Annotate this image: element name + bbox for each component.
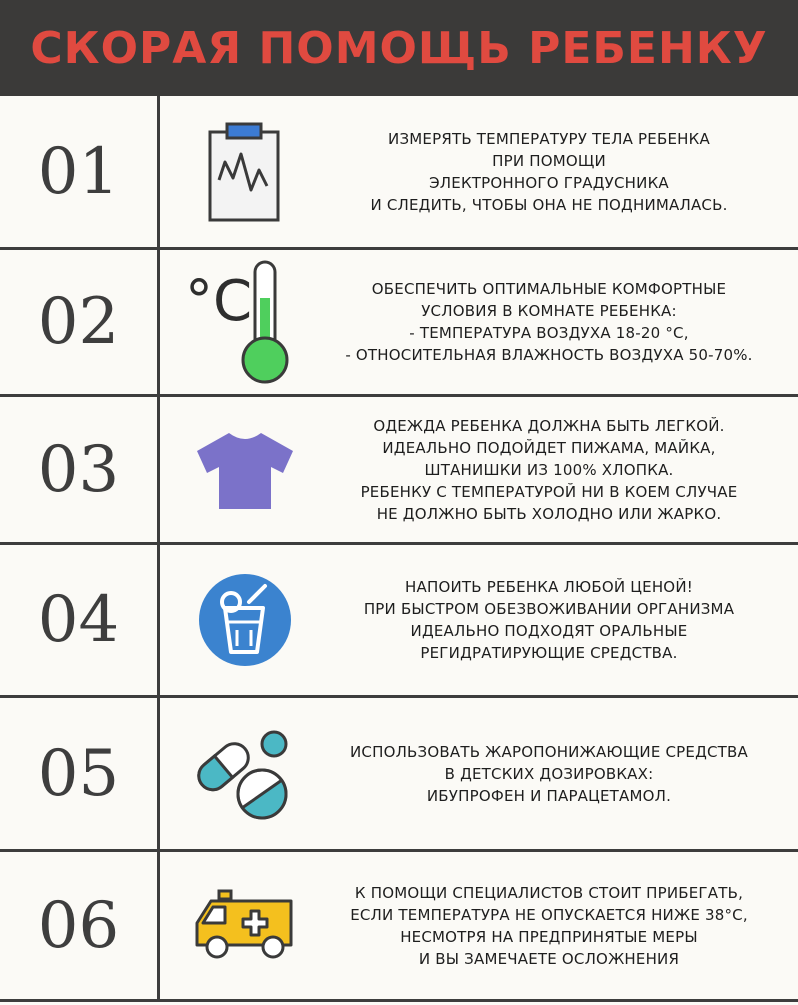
steps-table [0,96,798,1005]
step-number: 01 [0,96,160,247]
tshirt-icon [175,397,315,542]
pills-icon [175,698,315,849]
step-row-03 [0,397,798,545]
step-row-02 [0,250,798,397]
step-row-05 [0,698,798,852]
step-number: 05 [0,698,160,849]
step-text: ИСПОЛЬЗОВАТЬ ЖАРОПОНИЖАЮЩИЕ СРЕДСТВА В ДЕТСКИХ ДОЗИРОВКАХ: ИБУПРОФЕН И ПАРАЦЕТАМОЛ. [350,742,748,805]
page-title: СКОРАЯ ПОМОЩЬ РЕБЕНКУ [30,22,768,74]
celsius-symbol: °C [185,269,253,334]
step-number: 02 [0,250,160,394]
ambulance-icon [175,852,315,999]
step-row-04 [0,545,798,698]
step-row-01 [0,96,798,250]
clipboard-chart-icon [175,96,315,247]
step-row-06 [0,852,798,1002]
step-text: К ПОМОЩИ СПЕЦИАЛИСТОВ СТОИТ ПРИБЕГАТЬ, ЕСЛИ ТЕМПЕРАТУРА НЕ ОПУСКАЕТСЯ НИЖЕ 38°С, НЕСМОТРЯ НА ПРЕДПРИНЯТЫЕ МЕРЫ И ВЫ ЗАМЕЧАЕТЕ ОСЛОЖНЕНИЯ [350,883,748,968]
step-text: НАПОИТЬ РЕБЕНКА ЛЮБОЙ ЦЕНОЙ! ПРИ БЫСТРОМ ОБЕЗВОЖИВАНИИ ОРГАНИЗМА ИДЕАЛЬНО ПОДХОДЯТ ОРАЛЬНЫЕ РЕГИДРАТИРУЮЩИЕ СРЕДСТВА. [363,578,735,662]
step-number: 06 [0,852,160,999]
step-number: 04 [0,545,160,695]
step-number: 03 [0,397,160,542]
thermometer-celsius-icon [175,250,315,394]
step-text: ОДЕЖДА РЕБЕНКА ДОЛЖНА БЫТЬ ЛЕГКОЙ. ИДЕАЛЬНО ПОДОЙДЕТ ПИЖАМА, МАЙКА, ШТАНИШКИ ИЗ 100% ХЛОПКА. РЕБЕНКУ С ТЕМПЕРАТУРОЙ НИ В КОЕМ СЛУЧАЕ НЕ ДОЛЖНО БЫТЬ ХОЛОДНО ИЛИ ЖАРКО. [360,416,738,523]
drink-glass-icon [175,545,315,695]
step-text: ИЗМЕРЯТЬ ТЕМПЕРАТУРУ ТЕЛА РЕБЕНКА ПРИ ПОМОЩИ ЭЛЕКТРОННОГО ГРАДУСНИКА И СЛЕДИТЬ, ЧТОБЫ ОНА НЕ ПОДНИМАЛАСЬ. [370,129,728,214]
header-banner [0,0,798,96]
step-text: ОБЕСПЕЧИТЬ ОПТИМАЛЬНЫЕ КОМФОРТНЫЕ УСЛОВИЯ В КОМНАТЕ РЕБЕНКА: - ТЕМПЕРАТУРА ВОЗДУХА 18-20 °С, - ОТНОСИТЕЛЬНАЯ ВЛАЖНОСТЬ ВОЗДУХА 50-70%. [345,280,753,364]
